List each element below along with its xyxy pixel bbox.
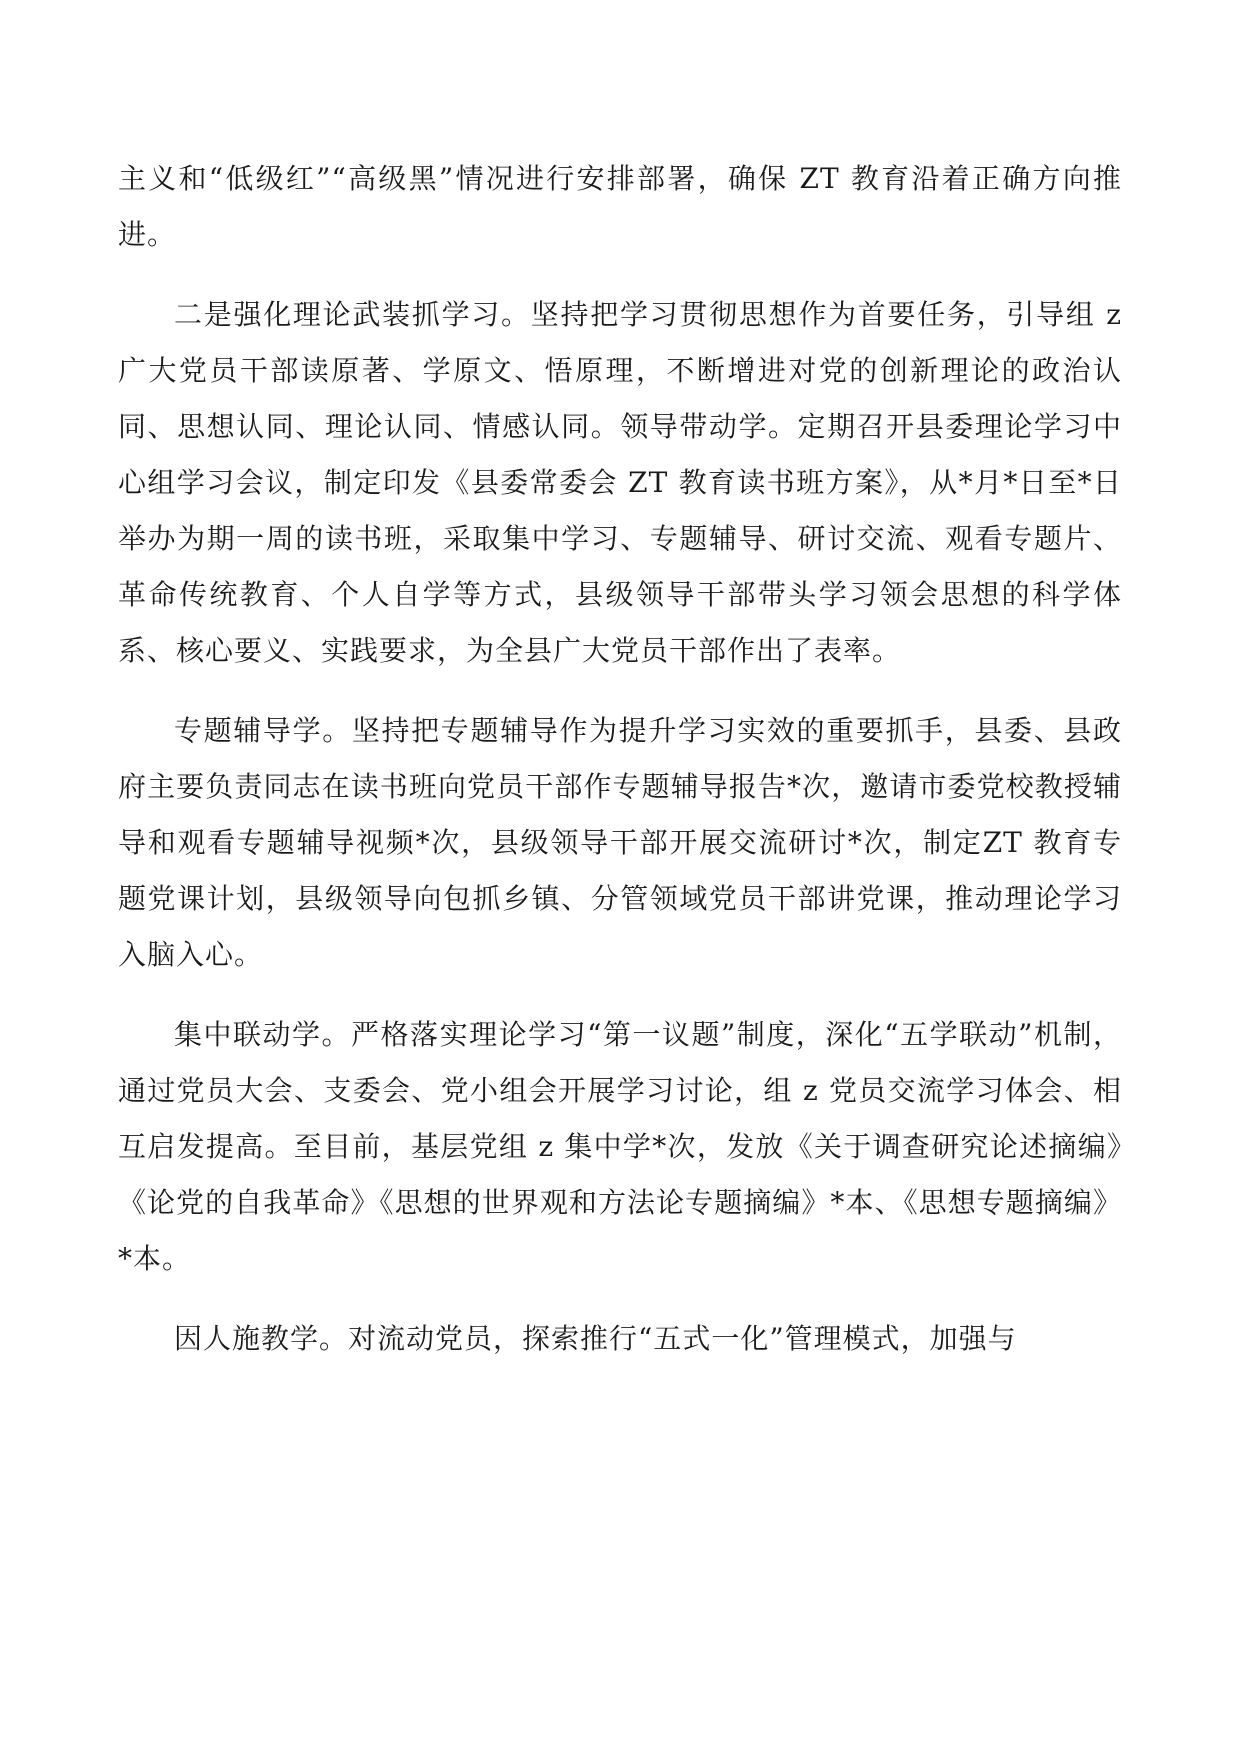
document-body	[118, 151, 1122, 1367]
paragraph-continuation: 主义和“低级红”“高级黑”情况进行安排部署，确保 ZT 教育沿着正确方向推进。	[118, 162, 1122, 251]
paragraph-special-guidance: 专题辅导学。坚持把专题辅导作为提升学习实效的重要抓手，县委、县政府主要负责同志在读书班向党员干部作专题辅导报告*次，邀请市委党校教授辅导和观看专题辅导视频*次，县级领导干部开展交流研讨*次，制定ZT 教育专题党课计划，县级领导向包抓乡镇、分管领域党员干部讲党课，推动理论学习入脑入心。	[118, 714, 1122, 971]
paragraph-joint-study: 集中联动学。严格落实理论学习“第一议题”制度，深化“五学联动”机制，通过党员大会、支委会、党小组会开展学习讨论，组 z 党员交流学习体会、相互启发提高。至目前，基层党组 z 集中学*次，发放《关于调查研究论述摘编》《论党的自我革命》《思想的世界观和方法论专题摘编》*本、《思想专题摘编》*本。	[118, 1018, 1122, 1275]
paragraph-theory-study: 二是强化理论武装抓学习。坚持把学习贯彻思想作为首要任务，引导组 z 广大党员干部读原著、学原文、悟原理，不断增进对党的创新理论的政治认同、思想认同、理论认同、情感认同。领导带动学。定期召开县委理论学习中心组学习会议，制定印发《县委常委会 ZT 教育读书班方案》，从*月*日至*日举办为期一周的读书班，采取集中学习、专题辅导、研讨交流、观看专题片、革命传统教育、个人自学等方式，县级领导干部带头学习领会思想的科学体系、核心要义、实践要求，为全县广大党员干部作出了表率。	[118, 298, 1122, 667]
paragraph-tailored-teaching: 因人施教学。对流动党员，探索推行“五式一化”管理模式，加强与	[174, 1322, 1017, 1355]
